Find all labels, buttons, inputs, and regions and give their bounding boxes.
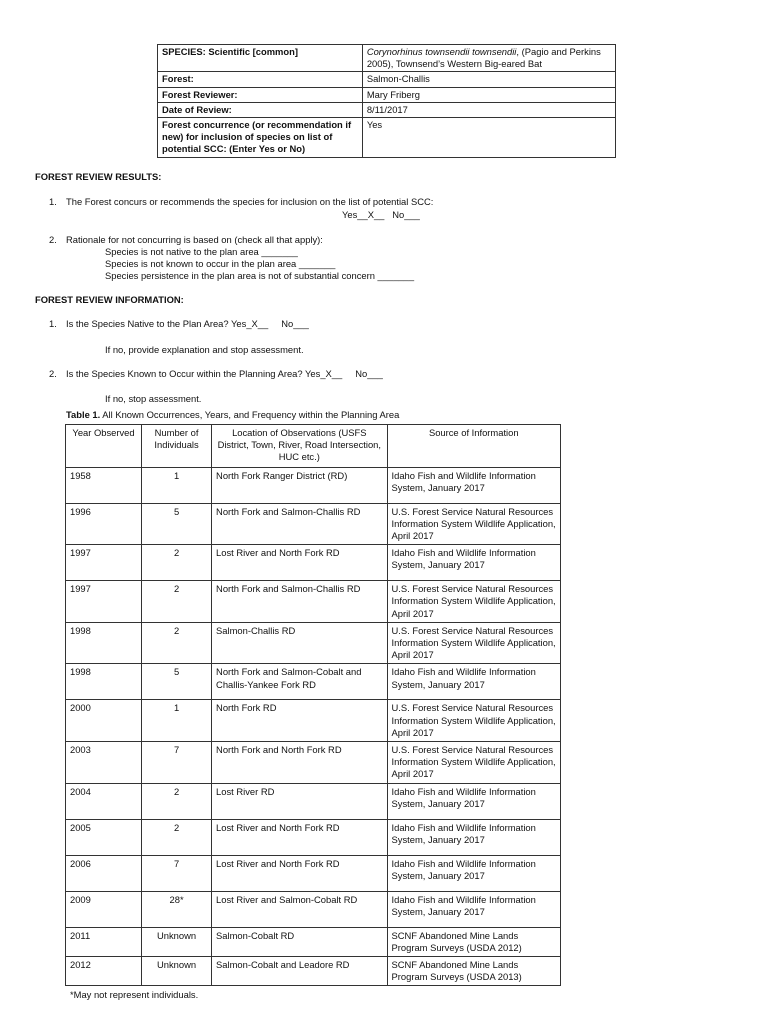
table-row bbox=[66, 545, 561, 581]
cell-year: 2011 bbox=[66, 927, 142, 956]
cell-source: SCNF Abandoned Mine Lands Program Surveys (USDA 2012) bbox=[387, 927, 560, 956]
cell-source: U.S. Forest Service Natural Resources Information System Wildlife Application, April 2017 bbox=[387, 503, 560, 545]
occurrences-table bbox=[65, 424, 561, 986]
cell-year: 1997 bbox=[66, 581, 142, 623]
date-value: 8/11/2017 bbox=[362, 102, 615, 117]
cell-source: Idaho Fish and Wildlife Information System, January 2017 bbox=[387, 783, 560, 819]
cell-individuals: 28* bbox=[142, 891, 212, 927]
cell-source: SCNF Abandoned Mine Lands Program Surveys (USDA 2013) bbox=[387, 957, 560, 986]
table-row bbox=[66, 664, 561, 700]
cell-year: 1958 bbox=[66, 467, 142, 503]
table-footnote: *May not represent individuals. bbox=[70, 989, 199, 1000]
table-row bbox=[66, 891, 561, 927]
table-row bbox=[66, 700, 561, 742]
table-row bbox=[66, 927, 561, 956]
results-q2-option-not-known: Species is not known to occur in the plan area _______ bbox=[105, 258, 336, 269]
cell-location: Lost River and North Fork RD bbox=[212, 545, 387, 581]
cell-individuals: 2 bbox=[142, 819, 212, 855]
cell-year: 1998 bbox=[66, 622, 142, 664]
cell-location: Salmon-Challis RD bbox=[212, 622, 387, 664]
cell-individuals: 2 bbox=[142, 545, 212, 581]
information-q1-note: If no, provide explanation and stop assessment. bbox=[105, 344, 304, 355]
cell-location: Lost River and Salmon-Cobalt RD bbox=[212, 891, 387, 927]
cell-location: Lost River RD bbox=[212, 783, 387, 819]
species-info-table bbox=[157, 44, 616, 158]
results-q1-text: The Forest concurs or recommends the species for inclusion on the list of potential SCC: bbox=[66, 196, 434, 207]
forest-row bbox=[158, 72, 616, 87]
results-q2-text: Rationale for not concurring is based on (check all that apply): bbox=[66, 234, 323, 245]
concurrence-value: Yes bbox=[362, 118, 615, 158]
cell-year: 2003 bbox=[66, 742, 142, 784]
table-caption bbox=[66, 409, 399, 420]
information-q2-note: If no, stop assessment. bbox=[105, 393, 202, 404]
cell-source: U.S. Forest Service Natural Resources Information System Wildlife Application, April 2017 bbox=[387, 622, 560, 664]
reviewer-label: Forest Reviewer: bbox=[158, 87, 363, 102]
date-row bbox=[158, 102, 616, 117]
species-common-name: , (Pagio and Perkins 2005), Townsend’s Western Big-eared Bat bbox=[366, 46, 601, 70]
column-header-individuals: Number of Individuals bbox=[142, 425, 212, 468]
results-q2-option-not-native: Species is not native to the plan area _______ bbox=[105, 246, 298, 257]
information-heading: FOREST REVIEW INFORMATION: bbox=[35, 294, 184, 305]
table-row bbox=[66, 855, 561, 891]
cell-year: 2000 bbox=[66, 700, 142, 742]
cell-year: 2012 bbox=[66, 957, 142, 986]
cell-year: 2006 bbox=[66, 855, 142, 891]
information-q1-text: Is the Species Native to the Plan Area? Yes_X__ No___ bbox=[66, 318, 309, 329]
cell-location: Salmon-Cobalt and Leadore RD bbox=[212, 957, 387, 986]
concurrence-row bbox=[158, 118, 616, 158]
cell-individuals: 2 bbox=[142, 622, 212, 664]
reviewer-row bbox=[158, 87, 616, 102]
cell-location: North Fork Ranger District (RD) bbox=[212, 467, 387, 503]
cell-individuals: 5 bbox=[142, 664, 212, 700]
table-caption-label: Table 1. bbox=[66, 409, 101, 420]
cell-year: 1996 bbox=[66, 503, 142, 545]
species-row bbox=[158, 45, 616, 72]
reviewer-value: Mary Friberg bbox=[362, 87, 615, 102]
cell-individuals: 5 bbox=[142, 503, 212, 545]
forest-value: Salmon-Challis bbox=[362, 72, 615, 87]
species-value bbox=[362, 45, 615, 72]
cell-location: North Fork and Salmon-Challis RD bbox=[212, 503, 387, 545]
cell-individuals: 1 bbox=[142, 700, 212, 742]
column-header-source: Source of Information bbox=[387, 425, 560, 468]
table-row bbox=[66, 957, 561, 986]
cell-year: 2009 bbox=[66, 891, 142, 927]
cell-year: 2004 bbox=[66, 783, 142, 819]
cell-location: Salmon-Cobalt RD bbox=[212, 927, 387, 956]
table-row bbox=[66, 742, 561, 784]
cell-source: U.S. Forest Service Natural Resources Information System Wildlife Application, April 2017 bbox=[387, 700, 560, 742]
date-label: Date of Review: bbox=[158, 102, 363, 117]
results-q2-number: 2. bbox=[49, 234, 57, 245]
cell-individuals: 2 bbox=[142, 581, 212, 623]
cell-location: North Fork and Salmon-Challis RD bbox=[212, 581, 387, 623]
results-heading: FOREST REVIEW RESULTS: bbox=[35, 171, 162, 182]
cell-source: Idaho Fish and Wildlife Information System, January 2017 bbox=[387, 819, 560, 855]
cell-location: North Fork and Salmon-Cobalt and Challis-Yankee Fork RD bbox=[212, 664, 387, 700]
species-label: SPECIES: Scientific [common] bbox=[158, 45, 363, 72]
cell-individuals: 1 bbox=[142, 467, 212, 503]
cell-source: U.S. Forest Service Natural Resources Information System Wildlife Application, April 2017 bbox=[387, 742, 560, 784]
cell-source: Idaho Fish and Wildlife Information System, January 2017 bbox=[387, 545, 560, 581]
cell-individuals: 7 bbox=[142, 742, 212, 784]
results-q1-answer: Yes__X__ No___ bbox=[342, 209, 420, 220]
table-row bbox=[66, 783, 561, 819]
cell-individuals: 2 bbox=[142, 783, 212, 819]
cell-individuals: Unknown bbox=[142, 927, 212, 956]
results-q1-number: 1. bbox=[49, 196, 57, 207]
cell-source: Idaho Fish and Wildlife Information System, January 2017 bbox=[387, 467, 560, 503]
results-q2-option-persistence: Species persistence in the plan area is not of substantial concern _______ bbox=[105, 270, 415, 281]
cell-location: Lost River and North Fork RD bbox=[212, 819, 387, 855]
table-header-row bbox=[66, 425, 561, 468]
cell-individuals: Unknown bbox=[142, 957, 212, 986]
table-row bbox=[66, 622, 561, 664]
cell-source: Idaho Fish and Wildlife Information System, January 2017 bbox=[387, 855, 560, 891]
table-row bbox=[66, 819, 561, 855]
table-row bbox=[66, 503, 561, 545]
column-header-year: Year Observed bbox=[66, 425, 142, 468]
information-q2-text: Is the Species Known to Occur within the Planning Area? Yes_X__ No___ bbox=[66, 368, 383, 379]
cell-individuals: 7 bbox=[142, 855, 212, 891]
cell-source: U.S. Forest Service Natural Resources Information System Wildlife Application, April 2017 bbox=[387, 581, 560, 623]
cell-year: 1997 bbox=[66, 545, 142, 581]
table-caption-text: All Known Occurrences, Years, and Frequency within the Planning Area bbox=[100, 409, 400, 420]
cell-location: North Fork and North Fork RD bbox=[212, 742, 387, 784]
species-scientific-name: Corynorhinus townsendii townsendii bbox=[366, 46, 517, 57]
column-header-location: Location of Observations (USFS District, Town, River, Road Intersection, HUC etc.) bbox=[212, 425, 387, 468]
concurrence-label: Forest concurrence (or recommendation if new) for inclusion of species on list of potential SCC: (Enter Yes or No) bbox=[158, 118, 363, 158]
cell-source: Idaho Fish and Wildlife Information System, January 2017 bbox=[387, 891, 560, 927]
table-row bbox=[66, 467, 561, 503]
table-row bbox=[66, 581, 561, 623]
information-q1-number: 1. bbox=[49, 318, 57, 329]
information-q2-number: 2. bbox=[49, 368, 57, 379]
cell-year: 1998 bbox=[66, 664, 142, 700]
cell-location: North Fork RD bbox=[212, 700, 387, 742]
forest-label: Forest: bbox=[158, 72, 363, 87]
cell-source: Idaho Fish and Wildlife Information System, January 2017 bbox=[387, 664, 560, 700]
cell-year: 2005 bbox=[66, 819, 142, 855]
cell-location: Lost River and North Fork RD bbox=[212, 855, 387, 891]
